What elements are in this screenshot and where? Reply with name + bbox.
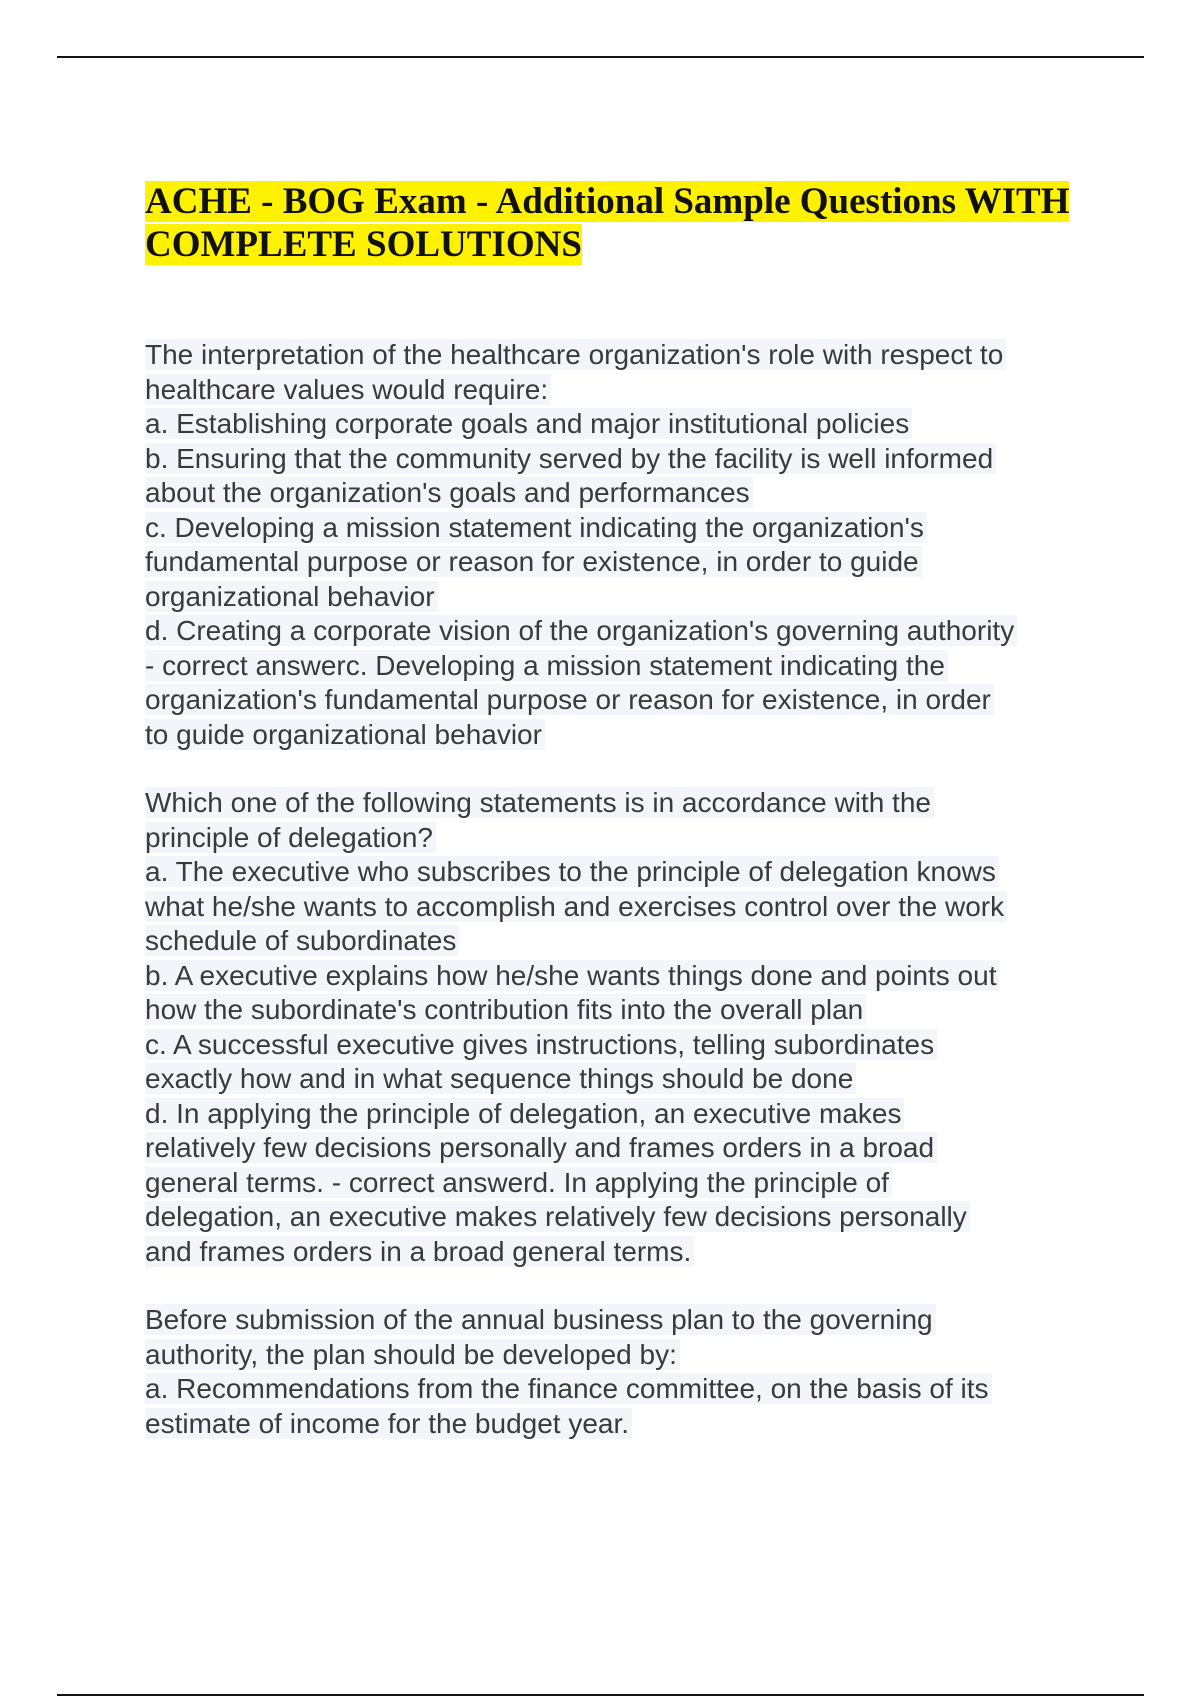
answer-line: and frames orders in a broad general terms. <box>145 1235 1105 1270</box>
title-line: COMPLETE SOLUTIONS <box>145 224 582 265</box>
answer-line: general terms. - correct answerd. In applying the principle of <box>145 1166 1105 1201</box>
document-content <box>145 180 1105 1441</box>
question-block-2 <box>145 786 1105 1269</box>
top-rule <box>57 56 1144 58</box>
text-line: about the organization's goals and performances <box>145 476 1105 511</box>
text-line: a. Establishing corporate goals and major institutional policies <box>145 407 1105 442</box>
title-line: ACHE - BOG Exam - Additional Sample Questions WITH <box>145 181 1070 222</box>
text-line: estimate of income for the budget year. <box>145 1407 1105 1442</box>
text-line: schedule of subordinates <box>145 924 1105 959</box>
text-line: exactly how and in what sequence things should be done <box>145 1062 1105 1097</box>
text-line: Before submission of the annual business plan to the governing <box>145 1303 1105 1338</box>
text-line: relatively few decisions personally and frames orders in a broad <box>145 1131 1105 1166</box>
text-line: Which one of the following statements is in accordance with the <box>145 786 1105 821</box>
text-line: a. Recommendations from the finance committee, on the basis of its <box>145 1372 1105 1407</box>
text-line: organizational behavior <box>145 580 1105 615</box>
answer-line: organization's fundamental purpose or reason for existence, in order <box>145 683 1105 718</box>
answer-line: to guide organizational behavior <box>145 718 1105 753</box>
question-block-1 <box>145 338 1105 752</box>
bottom-rule <box>57 1694 1144 1696</box>
text-line: b. Ensuring that the community served by the facility is well informed <box>145 442 1105 477</box>
text-line: c. A successful executive gives instructions, telling subordinates <box>145 1028 1105 1063</box>
text-line: d. Creating a corporate vision of the organization's governing authority <box>145 614 1105 649</box>
text-line: b. A executive explains how he/she wants things done and points out <box>145 959 1105 994</box>
text-line: The interpretation of the healthcare organization's role with respect to <box>145 338 1105 373</box>
text-line: how the subordinate's contribution fits into the overall plan <box>145 993 1105 1028</box>
document-title <box>145 180 1105 266</box>
text-line: principle of delegation? <box>145 821 1105 856</box>
question-block-3 <box>145 1303 1105 1441</box>
answer-line: - correct answerc. Developing a mission statement indicating the <box>145 649 1105 684</box>
answer-line: delegation, an executive makes relatively few decisions personally <box>145 1200 1105 1235</box>
text-line: what he/she wants to accomplish and exercises control over the work <box>145 890 1105 925</box>
text-line: fundamental purpose or reason for existence, in order to guide <box>145 545 1105 580</box>
text-line: d. In applying the principle of delegation, an executive makes <box>145 1097 1105 1132</box>
text-line: authority, the plan should be developed by: <box>145 1338 1105 1373</box>
text-line: a. The executive who subscribes to the principle of delegation knows <box>145 855 1105 890</box>
text-line: healthcare values would require: <box>145 373 1105 408</box>
text-line: c. Developing a mission statement indicating the organization's <box>145 511 1105 546</box>
